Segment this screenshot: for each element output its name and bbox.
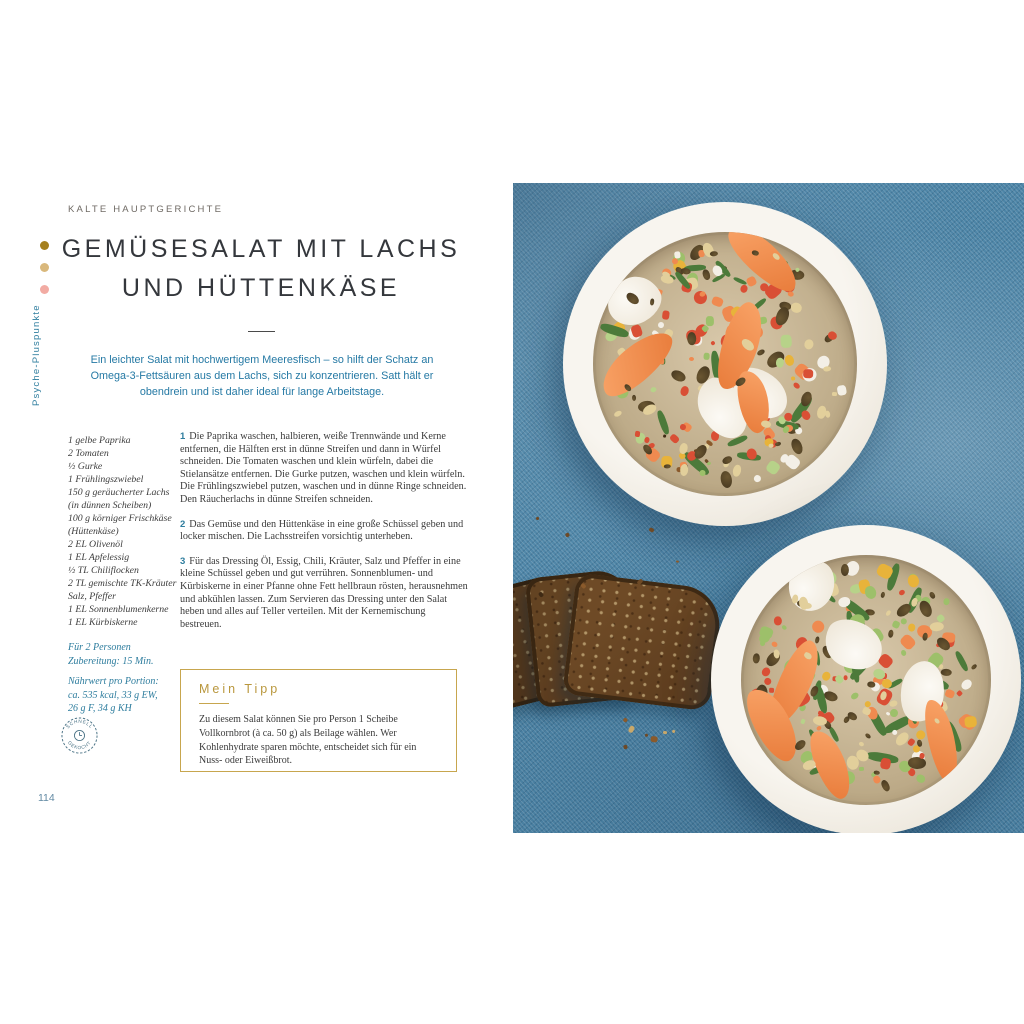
salad-ingredient-bit (859, 767, 864, 771)
badge-text-top: SCHNELL (65, 718, 94, 730)
rail-dot-3 (40, 285, 49, 294)
salad-ingredient-bit (964, 716, 977, 728)
nutrition-line: 26 g F, 34 g KH (68, 703, 132, 714)
salad-ingredient-bit (889, 708, 898, 718)
recipe-photo (513, 183, 1024, 833)
salad-ingredient-bit (679, 464, 688, 477)
bread-crumb (628, 725, 635, 733)
bread-crumb (650, 736, 657, 743)
category-rail-label: Psyche-Pluspunkte (31, 304, 42, 406)
salad-ingredient-bit (774, 616, 782, 626)
salad-ingredient-bit (784, 412, 792, 421)
salad-bowl-top (563, 202, 887, 526)
recipe-title-line1: GEMÜSESALAT MIT LACHS (61, 235, 461, 263)
salad-ingredient-bit (780, 335, 792, 348)
salad-ingredient-bit (710, 295, 724, 308)
salad-ingredient-bit (703, 352, 710, 360)
salad-ingredient-bit (732, 276, 747, 286)
ingredient-item: ½ TL Chiliflocken (68, 565, 139, 576)
salad-ingredient-bit (919, 752, 925, 759)
step-number: 1 (180, 431, 186, 442)
recipe-title-line2: UND HÜTTENKÄSE (121, 274, 401, 302)
salad-ingredient-bit (776, 358, 785, 368)
salad-ingredient-bit (774, 441, 781, 447)
salad-ingredient-bit (944, 688, 955, 698)
salad-ingredient-bit (689, 357, 694, 361)
rail-dot-2 (40, 263, 49, 272)
salad-ingredient-bit (956, 690, 963, 697)
salad-bowl-bottom (711, 525, 1021, 833)
salad-ingredient-bit (892, 620, 901, 629)
salad-ingredient-bit (841, 564, 849, 576)
nutrition-block (68, 675, 183, 716)
salad-ingredient-bit (643, 437, 650, 444)
step-number: 3 (180, 555, 186, 567)
salad-ingredient-bit (757, 349, 766, 357)
salad-ingredient-bit (800, 718, 806, 724)
salad-ingredient-bit (917, 739, 923, 747)
salad-ingredient-bit (710, 340, 716, 346)
salad-ingredient-bit (679, 385, 689, 396)
salad-top (593, 232, 857, 496)
nutrition-line: Nährwert pro Portion: (68, 676, 159, 687)
tip-underline (199, 703, 229, 704)
instructions (180, 431, 468, 643)
step-number: 2 (180, 518, 186, 530)
nutrition-line: ca. 535 kcal, 33 g EW, (68, 689, 158, 701)
salad-ingredient-bit (815, 636, 821, 643)
salad-ingredient-bit (790, 302, 803, 315)
salad-ingredient-bit (765, 460, 781, 476)
category-label: KALTE HAUPTGERICHTE (68, 204, 224, 215)
salad-ingredient-bit (657, 321, 665, 329)
salad-ingredient-bit (632, 395, 636, 401)
bread-crumb (649, 527, 656, 533)
ingredient-item: 1 Frühlingszwiebel (68, 474, 144, 485)
ingredient-item: 2 TL gemischte TK-Kräuter (68, 578, 177, 589)
ingredient-item: 1 gelbe Paprika (68, 435, 131, 446)
salad-ingredient-bit (800, 409, 812, 421)
bread-crumb (671, 730, 675, 734)
salad-ingredient-bit (663, 464, 670, 469)
salad-ingredient-bit (873, 770, 879, 774)
salad-ingredient-bit (781, 624, 788, 631)
salad-ingredient-bit (900, 649, 907, 656)
salad-ingredient-bit (783, 354, 795, 367)
salad-ingredient-bit (884, 609, 891, 617)
ingredient-item: Salz, Pfeffer (68, 591, 116, 602)
salad-ingredient-bit (669, 433, 681, 444)
intro-text: Ein leichter Salat mit hochwertigem Meeresfisch – so hilft der Schatz an Omega-3-Fettsäuren aus dem Lachs, sich zu konzentrieren. Satt hält er obendrein und ist daher ideal für lange Arbeitstage. (90, 354, 434, 398)
salad-ingredient-bit (739, 284, 748, 293)
servings-block (68, 641, 183, 668)
salad-ingredient-bit (787, 291, 794, 298)
ingredient-item: 150 g geräucherter Lachs (68, 487, 170, 498)
ingredient-item: (Hüttenkäse) (68, 526, 119, 537)
salad-ingredient-bit (771, 641, 778, 648)
salad-ingredient-bit (799, 390, 813, 407)
tip-box (180, 669, 457, 772)
ingredient-item: 1 EL Kürbiskerne (68, 617, 138, 628)
salad-ingredient-bit (719, 470, 733, 488)
schnell-gekocht-badge (60, 716, 99, 755)
tip-text: Zu diesem Salat können Sie pro Person 1 Scheibe Vollkornbrot (à ca. 50 g) als Beilage wählen. Wer Kohlenhydrate sparen möchte, entscheidet sich für ein Nuss- oder Eiweißbrot. (199, 714, 417, 767)
salad-ingredient-bit (900, 617, 907, 625)
salad-ingredient-bit (821, 671, 832, 682)
salad-ingredient-bit (656, 410, 671, 436)
svg-text:GEKOCHT (67, 740, 92, 750)
salad-ingredient-bit (843, 676, 847, 681)
rail-dot-1 (40, 241, 49, 250)
salad-ingredient-bit (662, 310, 670, 319)
bread-crumb (663, 731, 667, 735)
ingredients-list (68, 434, 178, 629)
salad-ingredient-bit (915, 773, 927, 784)
instruction-step: 3 Für das Dressing Öl, Essig, Chili, Kräuter, Salz und Pfeffer in eine kleine Schüssel geben und gut verrühren. Sonnenblumen- und Kürbiskerne in einer Pfanne ohne Fett hellbraun rösten, herausnehmen und abkühlen lassen. Zum Servieren das Dressing unter den Salat heben und alles auf Teller verteilen. Mit der Kernemischung bestreuen. (180, 555, 468, 630)
salad-ingredient-bit (753, 474, 763, 484)
ingredient-item: 1 EL Apfelessig (68, 552, 130, 563)
bread-slice-front (562, 572, 724, 711)
salad-ingredient-bit (907, 624, 915, 633)
salad-ingredient-bit (970, 664, 977, 670)
clock-icon (74, 730, 84, 740)
ingredient-item: 1 EL Sonnenblumenkerne (68, 604, 169, 615)
serving-line: Zubereitung: 15 Min. (68, 655, 154, 667)
badge-text-bottom: GEKOCHT (66, 740, 93, 751)
bread-crumb (536, 517, 539, 520)
salad-ingredient-bit (954, 650, 970, 672)
salad-ingredient-bit (803, 338, 814, 350)
salad-ingredient-bit (706, 461, 711, 466)
salad-ingredient-bit (943, 599, 949, 606)
salad-ingredient-bit (613, 410, 622, 418)
salad-ingredient-bit (836, 384, 847, 396)
salad-ingredient-bit (880, 758, 892, 771)
salad-ingredient-bit (864, 585, 878, 600)
salad-ingredient-bit (803, 369, 814, 379)
salad-ingredient-bit (649, 387, 657, 394)
salad-ingredient-bit (791, 376, 796, 380)
bread-crumb (644, 734, 648, 738)
salad-ingredient-bit (789, 436, 805, 455)
salad-ingredient-bit (832, 392, 837, 396)
salad-ingredient-bit (752, 653, 759, 664)
salad-ingredient-bit (898, 589, 906, 597)
ingredient-item: ½ Gurke (68, 461, 103, 472)
salad-ingredient-bit (823, 365, 832, 371)
salad-ingredient-bit (850, 691, 860, 700)
salad-ingredient-bit (669, 368, 687, 384)
tip-heading: Mein Tipp (199, 682, 281, 696)
bread-crumb (564, 532, 570, 538)
bread-crumb (623, 744, 627, 749)
ingredient-item: (in dünnen Scheiben) (68, 500, 152, 511)
salad-ingredient-bit (888, 700, 898, 708)
instruction-step: 2 Das Gemüse und den Hüttenkäse in eine große Schüssel geben und locker mischen. Die Lachsstreifen vorsichtig unterheben. (180, 518, 464, 543)
recipe-title (55, 230, 467, 308)
salad-ingredient-bit (792, 382, 801, 391)
instruction-step: 1 Die Paprika waschen, halbieren, weiße Trennwände und Kerne entfernen, die Hälften erst in dünne Streifen und dann in Würfel schneiden. Die Tomaten waschen und klein würfeln, dabei die Stielansätze entfernen. Die Gurke putzen, waschen und klein würfeln. Die Frühlingszwiebel putzen, waschen und in dünne Ringe schneiden. Den Räucherlachs in dünne Streifen schneiden. (180, 431, 467, 505)
svg-text:SCHNELL (65, 719, 94, 730)
bread-crumb (623, 717, 629, 723)
page-number: 114 (38, 792, 55, 804)
salad-ingredient-bit (899, 633, 918, 651)
salad-ingredient-bit (930, 622, 944, 632)
salad-ingredient-bit (959, 678, 973, 692)
salad-ingredient-bit (888, 630, 894, 638)
salad-ingredient-bit (687, 332, 696, 346)
title-divider (248, 331, 275, 332)
ingredient-item: 2 Tomaten (68, 448, 109, 459)
salad-ingredient-bit (941, 668, 952, 676)
salad-ingredient-bit (710, 251, 718, 257)
salad-ingredient-bit (865, 732, 872, 739)
salad-ingredient-bit (760, 665, 772, 677)
ingredient-item: 2 EL Olivenöl (68, 539, 123, 550)
salad-ingredient-bit (880, 779, 892, 793)
serving-info (68, 641, 183, 723)
serving-line: Für 2 Personen (68, 642, 131, 653)
salad-ingredient-bit (809, 618, 826, 635)
salad-bottom (741, 555, 991, 805)
salad-ingredient-bit (880, 592, 885, 599)
salad-ingredient-bit (858, 741, 864, 746)
ingredient-item: 100 g körniger Frischkäse (68, 513, 172, 524)
salad-ingredient-bit (732, 464, 742, 477)
salad-ingredient-bit (705, 316, 713, 326)
salad-ingredient-bit (702, 268, 712, 281)
bread-crumb (676, 560, 679, 563)
salad-ingredient-bit (699, 470, 705, 477)
